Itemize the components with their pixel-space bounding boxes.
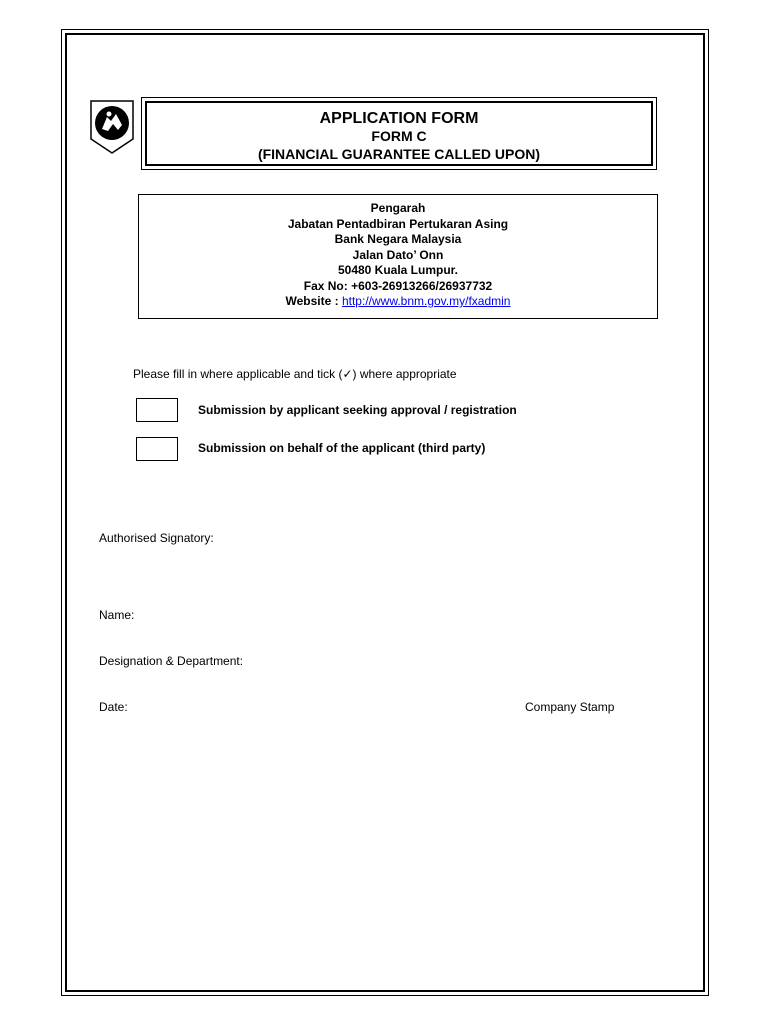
page-border-inner: [65, 33, 705, 992]
form-code: FORM C: [371, 128, 427, 144]
website-link[interactable]: http://www.bnm.gov.my/fxadmin: [341, 294, 511, 308]
address-line-5: 50480 Kuala Lumpur.: [337, 263, 459, 277]
company-stamp-label: Company Stamp: [525, 700, 615, 714]
address-line-4: Jalan Dato’ Onn: [352, 247, 444, 262]
applicant-submission-label: Submission by applicant seeking approval / registration: [198, 403, 517, 417]
address-line-1: Pengarah: [370, 201, 426, 215]
form-title: APPLICATION FORM: [319, 110, 479, 127]
name-label: Name:: [99, 608, 135, 622]
designation-label: Designation & Department:: [99, 654, 244, 668]
website-label: Website :: [285, 294, 342, 308]
instruction-text: Please fill in where applicable and tick (✓) where appropriate: [133, 367, 457, 381]
date-label: Date:: [99, 700, 128, 714]
address-line-3: Bank Negara Malaysia: [334, 232, 462, 246]
third-party-submission-label: Submission on behalf of the applicant (third party): [198, 441, 486, 455]
website-row: [139, 294, 657, 310]
applicant-submission-checkbox[interactable]: [136, 398, 178, 422]
address-line-2: Jabatan Pentadbiran Pertukaran Asing: [287, 216, 509, 231]
form-subtitle: (FINANCIAL GUARANTEE CALLED UPON): [257, 146, 541, 162]
third-party-submission-checkbox[interactable]: [136, 437, 178, 461]
address-box: [138, 194, 658, 319]
title-box: [141, 97, 657, 170]
bnm-crest-icon: [89, 99, 135, 155]
authorised-signatory-label: Authorised Signatory:: [99, 531, 214, 545]
fax-number: Fax No: +603-26913266/26937732: [303, 278, 493, 293]
